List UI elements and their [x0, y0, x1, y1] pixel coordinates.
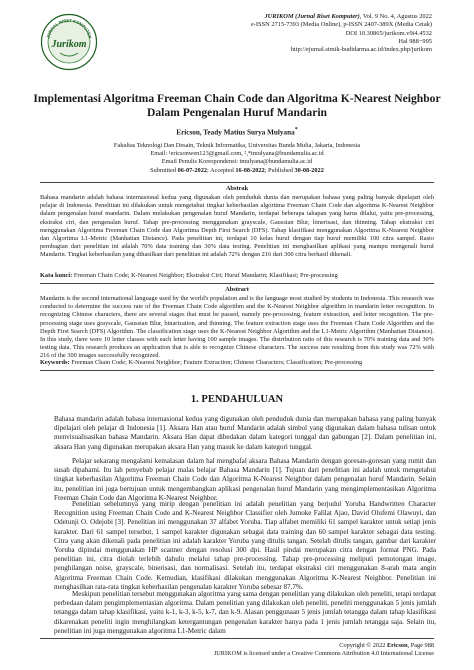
paper-authors: [30, 127, 444, 136]
abstrak-heading: Abstrak: [225, 185, 249, 192]
published-label: ; Published: [264, 166, 295, 174]
intro-paragraph-2: Pelajar sekarang mengalami kemalasan dalam hal menghafal aksara Bahasa Mandarin dengan goresan-goresan yang rumit dan susah dipahami. Itu lah penyebab pelajar malas belajar Bahasa Mandarin [1]. Tujuan dari penelitian ini adalah untuk mengetahui tingkat keberhasilan Algoritma Freeman Chain Code dan Algoritma K-Nearest Neighbor dalam pengenalan huruf Mandarin. Selain itu, penelitian ini juga bertujuan untuk mengembangkan aplikasi pengenalan huruf Mandarin yang mengimplementasikan Algoritma Freeman Chain Code dan Algoritma K-Nearest Neighbor.: [54, 457, 436, 502]
keywords-label: Keywords:: [40, 359, 70, 366]
intro-paragraph-4: Meskipun penelitian tersebut menggunakan algoritma yang sama dengan penelitian yang dilakukan oleh peneliti, tetapi terdapat perbedaan dalam pengimplementasian algoritma. Dalam penelitian yang dilakukan oleh peneliti, peneliti menggunakan 5 jenis jumlah tetangga dalam tahap klasifikasi, yaitu k-1, k-3, k-5, k-7, dan k-9. Alasan penggunaan 5 jenis jumlah tetangga dalam tahap klasifikasi dikarenakan peneliti ingin menghilangkan ketergantungan pengenalan karakter hanya pada 1 jenis jumlah tetangga saja. Selain itu, penelitian ini juga menggunakan algoritma L1-Metric dalam: [54, 590, 436, 635]
logo-name: Jurikom: [51, 39, 87, 50]
journal-pages: Hal 988−995: [398, 37, 432, 45]
kata-kunci-text: Freeman Chain Code; K-Nearest Neighbor; Ekstraksi Ciri; Huruf Mandarin; Klasifikasi; Pre-processing: [72, 272, 338, 279]
paper-title: Implementasi Algoritma Freeman Chain Code dan Algoritma K-Nearest Neighbor Dalam Pengenalan Huruf Mandarin: [33, 92, 441, 120]
author-names: Ericson, Teady Matius Surya Mulyana: [176, 128, 295, 137]
kata-kunci-label: Kata kunci:: [40, 272, 73, 279]
submitted-date: 06-07-2022: [177, 166, 207, 174]
corresponding-email: Email Penulis Korespondensi: tmulyana@bundamulia.ac.id: [161, 158, 313, 166]
kata-kunci: [40, 272, 434, 280]
divider: [40, 283, 434, 284]
jurikom-logo: [40, 13, 98, 71]
intro-paragraph-1: Bahasa mandarin adalah bahasa internasional kedua yang digunakan oleh penduduk dunia dan merupakan bahasa yang paling banyak dipelajari oleh pelajar di Indonesia [1]. Aksara Han atau huruf Mandarin adalah simbol yang digunakan dalam bahasa tulisan untuk menvisualisasikan bahasa Mandarin. Aksara Han dapat dibedakan dalam kategori tunggal dan gabungan [2]. Dalam penelitian ini, aksara Han yang digunakan merupakan aksara Han yang masuk ke dalam kategori tunggal.: [54, 415, 436, 451]
journal-name: JURIKOM (Jurnal Riset Komputer): [264, 13, 360, 20]
journal-issn: e-ISSN 2715-7393 (Media Online), p-ISSN 2407-389X (Media Cetak): [250, 21, 432, 29]
journal-name-line: [182, 13, 432, 21]
journal-doi: DOI 10.30865/jurikom.v9i4.4532: [345, 29, 432, 37]
section-heading: 1. PENDAHULUAN: [190, 394, 284, 405]
divider: [40, 370, 434, 371]
footer-divider: [40, 638, 434, 639]
submitted-label: Submitted: [150, 166, 178, 174]
copyright-label: Copyright © 2022: [339, 642, 387, 649]
affiliation-line: Fakultas Teknologi Dan Desain, Teknik Informatika, Universitas Bunda Mulia, Jakarta, Indonesia: [113, 142, 361, 149]
intro-paragraph-3: Penelitian sebelumnya yang mirip dengan penelitian ini adalah penelitian yang berjudul Yoruba Handwritten Character Recognition using Freeman Chain Code and K-Nearest Neighbor Classifier oleh Jumoke Falilat Ajao, David Olufemi Olawuyi, dan Odetunji O. Odejobi [3]. Penelitian ini menggunakan 37 alfabet Yoruba. Tiap alfabet memiliki 61 sampel karakter untuk setiap jenis karakter. Dari 61 sampel tersebut, 1 sampel karakter digunakan sebagai data training dan 60 sampel karakter sebagai data testing. Citra yang akan dikenali pada penelitian ini adalah karakter Yoruba yang ditulis tangan. Setelah ditulis tangan, gambar dari karakter Yoruba dipindai menggunakan HP scanner dengan resolusi 300 dpi. Hasil pindai merupakan citra dengan format PNG. Pada penelitian ini, citra diolah terlebih dahulu melalui tahap pre-processing. Tahap pre-processing meliputi pemotongan image, penghilangan noise, grayscale, binerisasi, dan normalisasi. Setelah itu, terdapat ekstraksi ciri menggunakan 8-arah mata angin Algoritma Freeman Chain Code. Kemudian, klasifikasi dilakukan menggunakan Algoritma K-Nearest Neighbor. Penelitian ini menghasilkan rata-rata tingkat keberhasilan pengenalan karakter Yoruba sebesar 87.7%.: [54, 500, 436, 591]
affiliation-block: [30, 142, 444, 175]
footer: [40, 642, 434, 658]
footer-license[interactable]: JURIKOM is licensed under a Creative Commons Attribution 4.0 International License: [213, 650, 434, 658]
abstract-heading: Abstract: [225, 286, 249, 293]
submission-dates: [30, 167, 444, 175]
corresponding-mark: *: [294, 127, 298, 133]
keywords-text: Freeman Chain Code; K-Nearest Neighbor; Feature Extraction; Chinese Characters; Classification; Pre-processing: [69, 359, 363, 366]
abstrak-text: Bahasa mandarin adalah bahasa internasional kedua yang digunakan oleh penduduk dunia dan merupakan bahasa yang paling banyak dipelajari oleh pelajar di Indonesia. Penelitian ini dilakukan untuk mengetahui tingkat keberhasilan algoritma Freeman Chain Code dan algoritma K-Nearest Neighbor dalam pengenalan huruf mandarin. Dalam melakukan pengenalan huruf Mandarin, terdapat beberapa tahapan yang harus dilalui, yaitu pre-processing, ekstraksi ciri, dan pengenalan huruf. Tahap pre-processing menggunakan grayscale, Gaussian Blur, binerisasi, dan thinning. Tahap ekstraksi ciri menggunakan Algoritma Freeman Chain Code dan Algoritma Depth First Search (DFS). Tahap klasifikasi menggunakan Algoritma K-Nearest Neighbor dan Algoritma L1-Metric (Manhattan Distance). Pada penelitian ini, terdapat 10 kelas huruf dengan tiap huruf memiliki 100 citra sampel. Rasio pembagian dari penelitian ini adalah 70% data training dan 30% data testing. Penelitian ini menghasilkan aplikasi yang mampu mengenali huruf Mandarin. Tingkat keberhasilan yang dihasilkan dari penelitian ini adalah 72% dengan 216 dari 300 citra berhasil dikenali.: [40, 194, 434, 259]
logo-arc-text: JURNAL RISET KOMPUTER: [45, 17, 93, 39]
page-number: , Page 988: [407, 642, 434, 649]
journal-url[interactable]: http://ejurnal.stmik-budidarma.ac.id/index.php/jurikom: [290, 46, 432, 54]
accepted-date: 16-08-2022: [235, 166, 265, 174]
accepted-label: ; Accepted: [207, 166, 236, 174]
copyright-author: Ericson: [386, 642, 408, 649]
keywords: [40, 359, 434, 367]
author-emails: Email: ¹ericsonwen123@gmail.com, ²,*tmulyana@bundamulia.ac.id: [150, 150, 324, 158]
footer-copyright: [40, 642, 434, 650]
abstract-text: Mandarin is the second international language used by the world's population and is the language most studied by students in Indonesia. This research was conducted to determine the success rate of the Freeman Chain Code algorithm and the K-Nearest Neighbor algorithm in mandarin letter recognition. In recognizing Chinese characters, there are several stages that must be passed, namely pre-processing, feature extraction, and letter recognition. The pre-processing stage uses grayscale, Gaussian Blur, binarization, and thinning. The feature extraction stage uses the Freeman Chain Code Algorithm and the Depth First Search (DFS) Algorithm. The classification stage uses the K-Nearest Neighbor Algorithm and the L1-Metric Algorithm (Manhattan Distance). In this study, there were 10 letter classes with each letter having 100 sample images. The distribution ratio of this research is 70% training data and 30% testing data. This research produces an application that is able to recognize Chinese characters. The success rate resulting from this study was 72% with 216 of the 300 images successfully recognized.: [40, 295, 434, 360]
journal-volume: , Vol. 9 No. 4, Agustus 2022: [359, 13, 432, 20]
published-date: 30-08-2022: [294, 166, 324, 174]
journal-info: [182, 13, 432, 54]
divider: [40, 182, 434, 183]
